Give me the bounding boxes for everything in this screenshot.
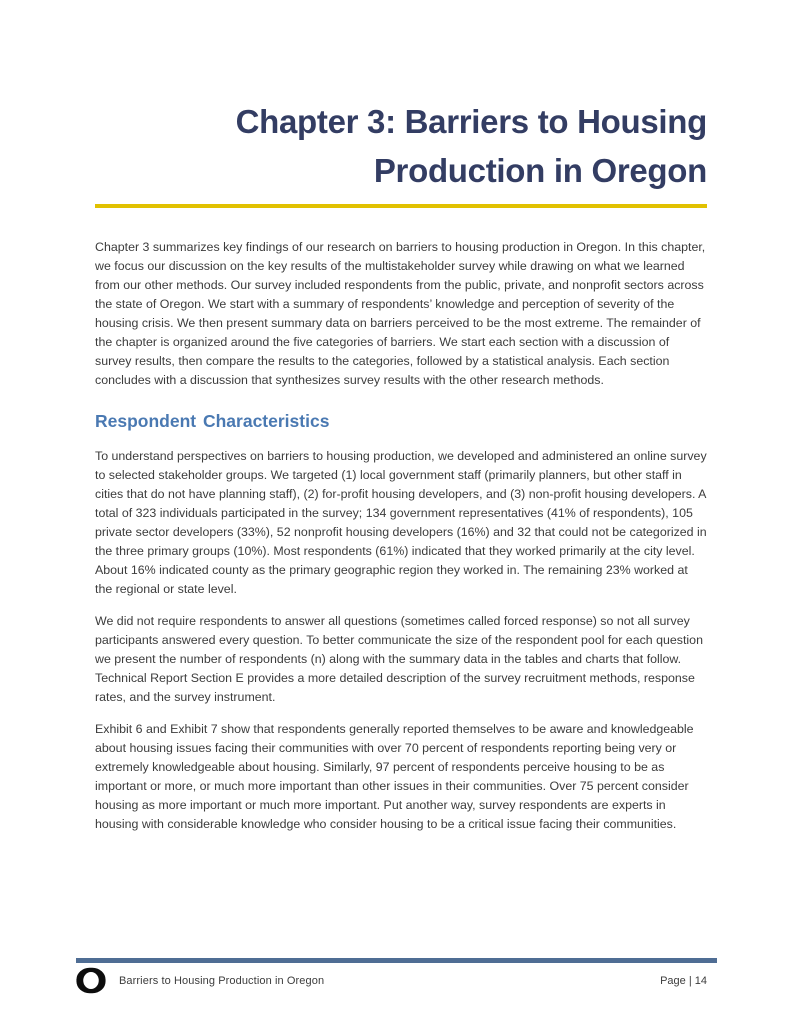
page-content [95, 0, 707, 847]
chapter-title-line2: Production in Oregon [373, 152, 707, 189]
paragraph-exhibit-summary: Exhibit 6 and Exhibit 7 show that respondents generally reported themselves to be aware and knowledgeable about housing issues facing their communities with over 70 percent of respondents reporting being very or extremely knowledgeable about housing. Similarly, 97 percent of respondents perceive housing to be as important or more, or much more important than other issues in their communities. Over 75 percent consider housing as more important or much more important. Put another way, survey respondents are experts in housing with considerable knowledge who consider housing to be a critical issue facing their communities. [95, 722, 694, 831]
footer-doc-title: Barriers to Housing Production in Oregon [119, 974, 325, 987]
footer-rule [76, 958, 717, 963]
footer-row [76, 967, 717, 994]
section-heading-respondent-characteristics: Respondent Characteristics [95, 411, 330, 431]
page-footer [76, 958, 717, 994]
footer-page-number: Page | 14 [660, 974, 707, 987]
paragraph-chapter-overview: Chapter 3 summarizes key findings of our research on barriers to housing production in Oregon. In this chapter, we focus our discussion on the key results of the multistakeholder survey while drawing on what we learned from our other methods. Our survey included respondents from the public, private, and nonprofit sectors across the state of Oregon. We start with a summary of respondents’ knowledge and perception of severity of the housing crisis. We then present summary data on barriers perceived to be the most extreme. The remainder of the chapter is organized around the five categories of barriers. We start each section with a discussion of survey results, then compare the results to the categories, followed by a statistical analysis. Each section concludes with a discussion that synthesizes survey results with the other research methods. [95, 240, 706, 387]
university-of-oregon-o-logo [76, 967, 106, 994]
paragraph-survey-design: To understand perspectives on barriers to housing production, we developed and administered an online survey to selected stakeholder groups. We targeted (1) local government staff (primarily planners, but other staff in cities that do not have planning staff), (2) for-profit housing developers, and (3) non-profit housing developers. A total of 323 individuals participated in the survey; 134 government representatives (41% of respondents), 105 private sector developers (33%), 52 nonprofit housing developers (16%) and 32 that could not be categorized in the three primary groups (10%). Most respondents (61%) indicated that they worked primarily at the city level. About 16% indicated county as the primary geographic region they worked in. The remaining 23% worked at the regional or state level. [95, 449, 707, 596]
body-text [95, 238, 707, 834]
chapter-title-line1: Chapter 3: Barriers to Housing [235, 103, 707, 140]
title-underline-rule [95, 204, 707, 208]
chapter-title [95, 0, 707, 195]
paragraph-response-policy: We did not require respondents to answer all questions (sometimes called forced response) so not all survey participants answered every question. To better communicate the size of the respondent pool for each question we present the number of respondents (n) along with the summary data in the tables and charts that follow. Technical Report Section E provides a more detailed description of the survey recruitment methods, response rates, and the survey instrument. [95, 614, 703, 704]
